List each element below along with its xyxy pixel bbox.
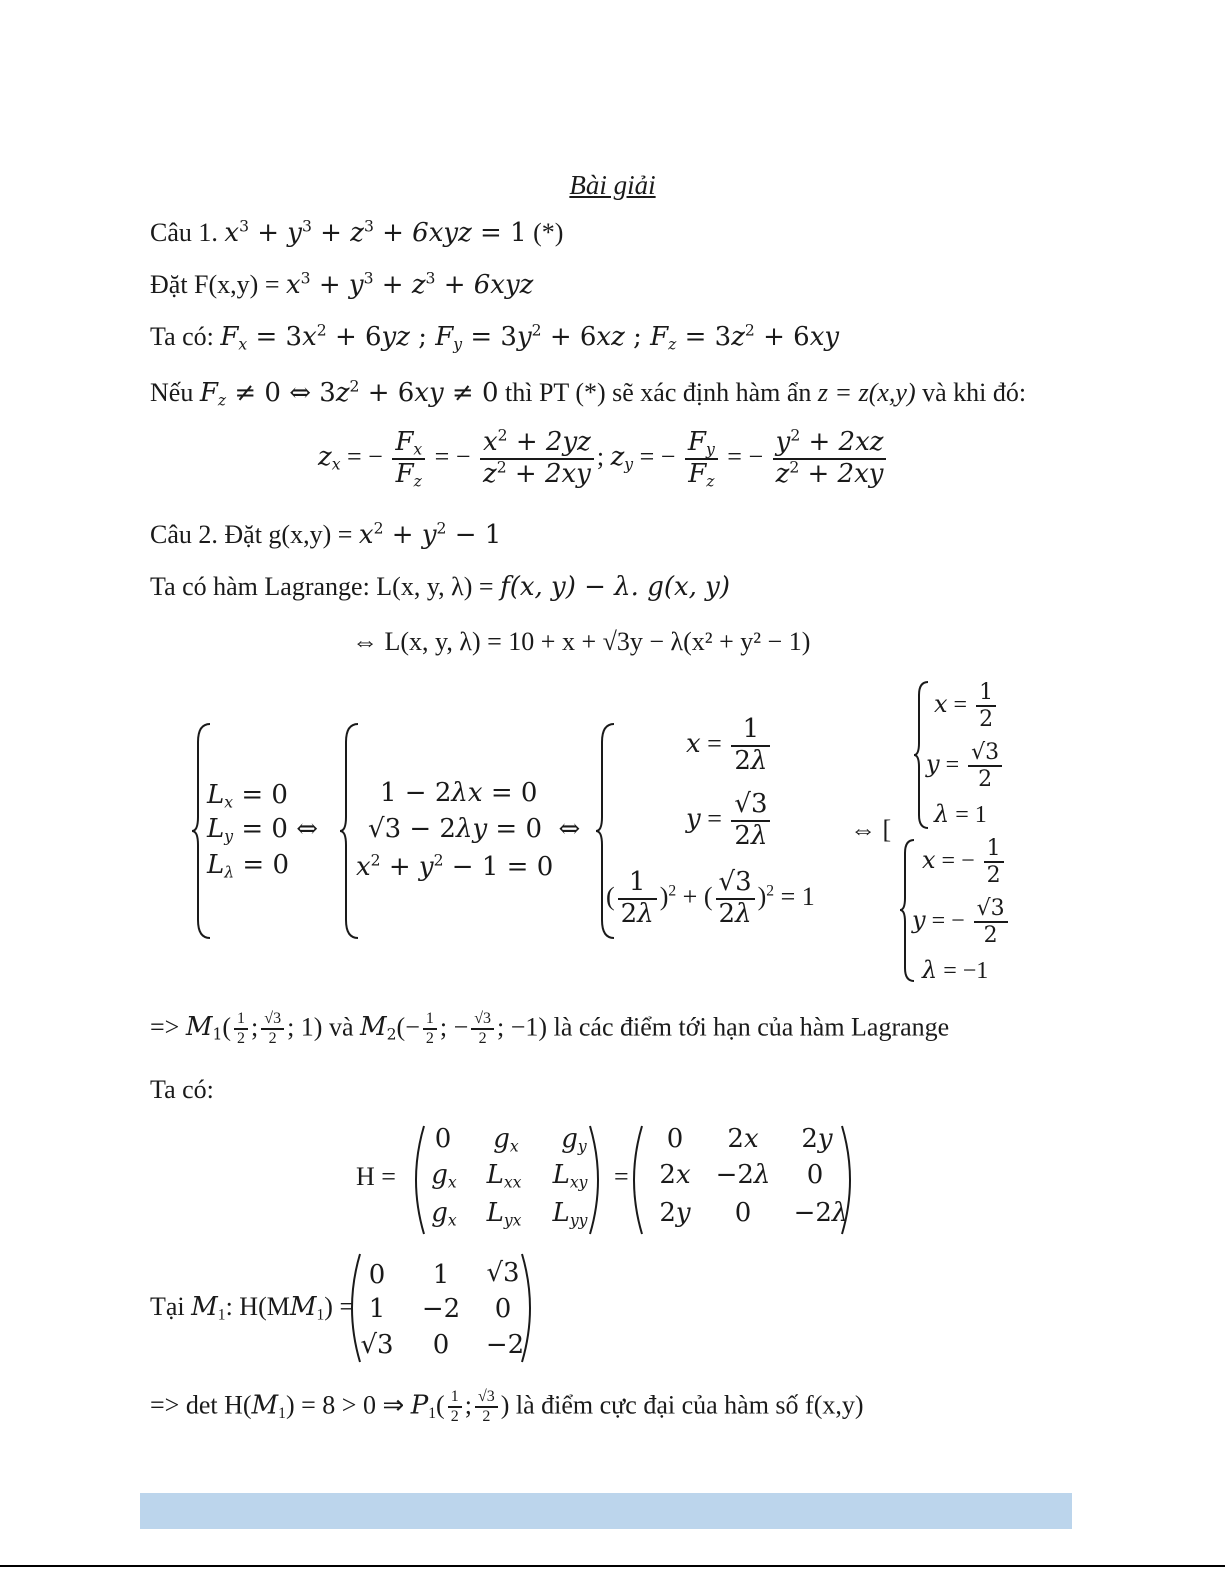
sol2-y: y = − $\frac{√3}{2}$ xyxy=(912,896,1011,949)
condition-expr: $F_z \ne 0$ ⇔ $3z^2 + 6xy \ne 0$ xyxy=(199,377,499,410)
brace-2 xyxy=(338,722,362,940)
sol1-y: y = $\frac{√3}{2}$ xyxy=(926,740,1005,793)
tai-m1-line: Tại $M_1$: $H(MM_1)$ = xyxy=(150,1292,355,1324)
implicit-fn: z = z(x,y) xyxy=(817,378,916,407)
cau1-equation: $x^3 + y^3 + z^3 + 6xyz = 1$ xyxy=(224,217,527,248)
footer-bar xyxy=(140,1493,1072,1529)
sys2-row-1: 1 − 2λx = 0 xyxy=(380,778,538,808)
taco-2: Ta có: xyxy=(150,1075,214,1104)
sys2-row-2: √3 − 2λy = 0 ⇔ xyxy=(368,814,581,844)
conclusion-and: và xyxy=(328,1012,354,1042)
partials-line xyxy=(150,322,839,352)
sys3-row-3: ( $\frac{1}{2\lambda}$ )$^2$ + ( $\frac{√3}{2\lambda}$ )$^2$ = 1 xyxy=(606,867,815,929)
lagrange-expr: f(x, y) − λ. g(x, y) xyxy=(500,572,731,602)
conclusion-suffix: là các điểm tới hạn của hàm Lagrange xyxy=(553,1012,950,1042)
sol2-x: x = − $\frac{1}{2}$ xyxy=(922,836,1007,889)
sys1-row-2: $L_y = 0$ ⇔ xyxy=(207,814,318,846)
hessian-label: H = xyxy=(356,1162,396,1191)
page-title: Bài giải xyxy=(569,170,656,200)
sys3-row-1: x = $\frac{1}{2\lambda}$ xyxy=(686,715,773,777)
cau2-line xyxy=(150,520,501,550)
neu-mid: thì PT (*) sẽ xác định hàm ẩn xyxy=(505,378,812,407)
condition-line xyxy=(150,378,1026,408)
define-f-expr: $x^3 + y^3 + z^3 + 6xyz$ xyxy=(285,269,534,300)
sol2-lambda: λ = −1 xyxy=(922,956,989,984)
sys2-row-3: $x^2 + y^2 - 1 = 0$ xyxy=(356,851,554,882)
define-f-label: Đặt F(x,y) = xyxy=(150,270,280,299)
sys1-row-3: $L_\lambda = 0$ xyxy=(207,850,290,882)
conclusion-prefix: => xyxy=(150,1012,180,1042)
neu-label: Nếu xyxy=(150,378,194,407)
sys1-row-1: $L_x = 0$ xyxy=(207,780,288,812)
cau1-label: Câu 1. xyxy=(150,218,218,247)
cau2-label: Câu 2. Đặt g(x,y) = xyxy=(150,520,353,549)
critical-points-line: => $M_1$( $\frac{1}{2}$ ; $\frac{√3}{2}$ ; 1) và $M_2(-$ $\frac{1}{2}$ ; − $\frac{√3}{2}$ ; −1) là các điểm tới hạn của hàm Lagrange xyxy=(150,1010,950,1048)
partials-expr: $F_x = 3x^2 + 6yz$ ; $F_y = 3y^2 + 6xz$ ; $F_z = 3z^2 + 6xy$ xyxy=(220,321,840,354)
bottom-rule xyxy=(0,1565,1225,1567)
define-f-line xyxy=(150,270,533,300)
equation-tag: (*) xyxy=(533,218,564,247)
equiv-bracket: ⇔ [ xyxy=(850,815,892,844)
g-expr: $x^2 + y^2 - 1$ xyxy=(358,519,502,550)
neu-end: và khi đó: xyxy=(922,378,1027,407)
taco-label: Ta có: xyxy=(150,322,214,351)
sol1-lambda: λ = 1 xyxy=(934,800,987,828)
lagrange-line xyxy=(150,572,730,602)
lagrange-label: Ta có hàm Lagrange: L(x, y, λ) = xyxy=(150,572,494,601)
implicit-derivatives: $z_x$ = − $\frac{F_x}{F_z}$ = − $\frac{x^2 + 2yz}{z^2 + 2xy}$ ; $z_y$ = − $\frac{F_y}{F_z}$ = − $\frac{y^2 + 2xz}{z^2 + 2xy}$ xyxy=(318,428,889,490)
final-line: => $\det H(M_1) = 8 > 0$ ⇒ $P_1$( $\frac{1}{2}$ ; $\frac{√3}{2}$ ) là điểm cực đại của hàm số f(x,y) xyxy=(150,1388,864,1426)
sys3-row-2: y = $\frac{√3}{2\lambda}$ xyxy=(686,790,773,852)
lagrange-expanded: ⇔ L(x, y, λ) = 10 + x + √3y − λ(x² + y² − 1) xyxy=(352,627,811,656)
cau1-line xyxy=(150,218,563,248)
sol1-x: x = $\frac{1}{2}$ xyxy=(934,680,999,733)
